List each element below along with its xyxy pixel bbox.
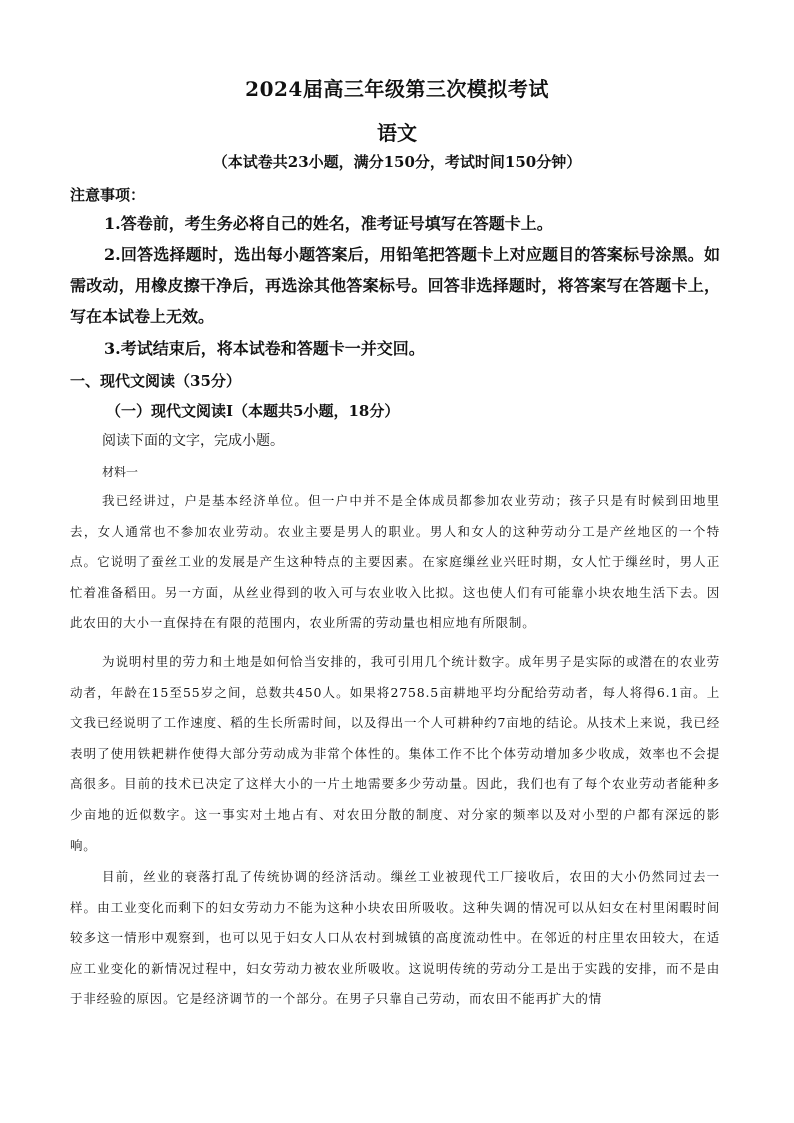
notice-item-2: 2.回答选择题时，选出每小题答案后，用铅笔把答题卡上对应题目的答案标号涂黑。如需改动，用橡皮擦干净后，再选涂其他答案标号。回答非选择题时，将答案写在答题卡上，写在本试卷上无效。 (70, 245, 720, 326)
section-heading: 一、现代文阅读（35分） (70, 372, 241, 390)
subject-title: 语文 (377, 121, 417, 145)
exam-info: （本试卷共23小题，满分150分，考试时间150分钟） (212, 153, 582, 171)
exam-title: 2024届高三年级第三次模拟考试 (245, 77, 549, 101)
material-paragraph-1: 我已经讲过，户是基本经济单位。但一户中并不是全体成员都参加农业劳动；孩子只是有时候到田地里去，女人通常也不参加农业劳动。农业主要是男人的职业。男人和女人的这种劳动分工是产丝地区的一个特点。它说明了蚕丝工业的发展是产生这种特点的主要因素。在家庭缫丝业兴旺时期，女人忙于缫丝时，男人正忙着准备稻田。另一方面，从丝业得到的收入可与农业收入比拟。这也使人们有可能靠小块农地生活下去。因此农田的大小一直保持在有限的范围内，农业所需的劳动量也相应地有所限制。 (70, 493, 720, 631)
subsection-heading: （一）现代文阅读Ⅰ（本题共5小题，18分） (106, 402, 400, 420)
material-label: 材料一 (102, 465, 139, 479)
reading-instruction: 阅读下面的文字，完成小题。 (102, 433, 284, 449)
material-paragraph-2: 为说明村里的劳力和土地是如何恰当安排的，我可引用几个统计数字。成年男子是实际的或潜在的农业劳动者，年龄在15至55岁之间，总数共450人。如果将2758.5亩耕地平均分配给劳动者，每人将得6.1亩。上文我已经说明了工作速度、稻的生长所需时间，以及得出一个人可耕种约7亩地的结论。从技术上来说，我已经表明了使用铁耙耕作使得大部分劳动成为非常个体性的。集体工作不比个体劳动增加多少收成，效率也不会提高很多。目前的技术已决定了这样大小的一片土地需要多少劳动量。因此，我们也有了每个农业劳动者能种多少亩地的近似数字。这一事实对土地占有、对农田分散的制度、对分家的频率以及对小型的户都有深远的影响。 (70, 654, 720, 853)
material-paragraph-3: 目前，丝业的衰落打乱了传统协调的经济活动。缫丝工业被现代工厂接收后，农田的大小仍然同过去一样。由工业变化而剩下的妇女劳动力不能为这种小块农田所吸收。这种失调的情况可以从妇女在村里闲暇时间较多这一情形中观察到，也可以见于妇女人口从农村到城镇的高度流动性中。在邻近的村庄里农田较大，在适应工业变化的新情况过程中，妇女劳动力被农业所吸收。这说明传统的劳动分工是出于实践的安排，而不是由于非经验的原因。它是经济调节的一个部分。在男子只靠自己劳动，而农田不能再扩大的情 (70, 869, 720, 1007)
notice-item-1: 1.答卷前，考生务必将自己的姓名，准考证号填写在答题卡上。 (104, 214, 553, 233)
notice-heading: 注意事项： (70, 186, 146, 204)
notice-item-3: 3.考试结束后，将本试卷和答题卡一并交回。 (104, 339, 425, 358)
